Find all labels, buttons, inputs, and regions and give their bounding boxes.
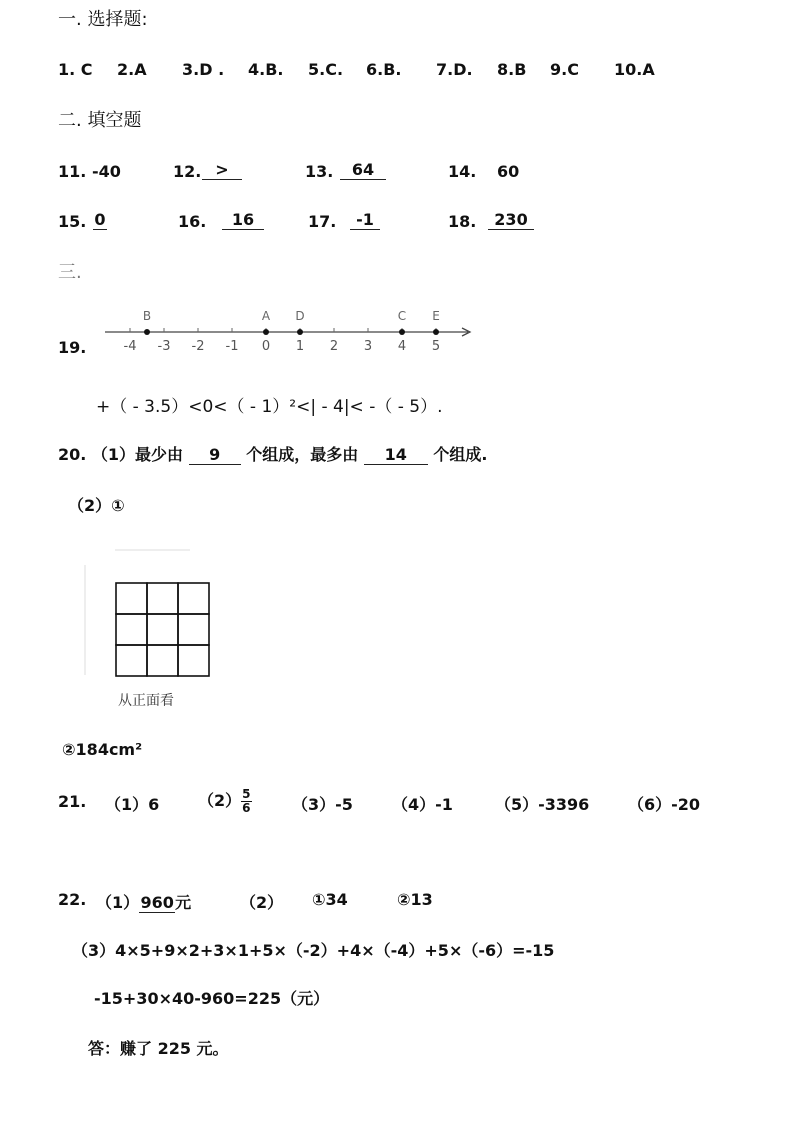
grid-cell xyxy=(116,583,147,614)
number-line-point xyxy=(144,329,150,335)
number-line-point-label: C xyxy=(397,309,407,323)
q22-part2-b: ②13 xyxy=(397,890,433,909)
grid-cell xyxy=(147,583,178,614)
grid-cell xyxy=(116,645,147,676)
grid-cell xyxy=(116,614,147,645)
mc-answer: 9.C xyxy=(550,60,579,79)
q21-part4: （4）-1 xyxy=(392,795,453,814)
grid-cell xyxy=(178,645,209,676)
mc-answer: 4.B. xyxy=(248,60,284,79)
fill-answer: > xyxy=(202,160,242,180)
fill-answer: 230 xyxy=(488,210,534,230)
fill-number: 11. xyxy=(58,162,87,181)
number-line-point xyxy=(297,329,303,335)
mc-answer: 8.B xyxy=(497,60,527,79)
number-line-point-label: B xyxy=(142,309,152,323)
number-line-tick-label: -2 xyxy=(191,339,205,354)
front-view-caption: 从正面看 xyxy=(118,693,174,709)
q19-inequality: +（ - 3.5）<0<（ - 1）²<| - 4|< -（ - 5）. xyxy=(96,397,443,417)
q21-number: 21. xyxy=(58,792,87,811)
q21-part6: （6）-20 xyxy=(628,795,701,814)
q20-line1 xyxy=(58,442,487,465)
number-line-point-label: E xyxy=(432,309,440,323)
q21-part5: （5）-3396 xyxy=(495,795,590,814)
fill-answer: -40 xyxy=(92,162,121,181)
grid-cell xyxy=(147,645,178,676)
mc-answer: 2.A xyxy=(117,60,147,79)
mc-answer: 6.B. xyxy=(366,60,402,79)
number-line-tick-label: 4 xyxy=(397,339,407,354)
q21-part2-label: （2） xyxy=(198,791,242,810)
fill-number: 18. xyxy=(448,212,477,231)
number-line-tick-label: -4 xyxy=(123,339,137,354)
section3-heading: 三. xyxy=(58,262,82,283)
q20-number: 20. xyxy=(58,445,87,464)
number-line-tick-label: 3 xyxy=(363,339,373,354)
front-view-figure xyxy=(80,545,230,685)
number-line-point-label: D xyxy=(295,309,305,323)
q22-part2-label: （2） xyxy=(240,893,284,912)
mc-answer: 10.A xyxy=(614,60,655,79)
number-line-tick-label: 1 xyxy=(295,339,305,354)
number-line-point xyxy=(433,329,439,335)
q22-part3: （3）4×5+9×2+3×1+5×（-2）+4×（-4）+5×（-6）=-15 xyxy=(72,941,555,960)
number-line-point xyxy=(399,329,405,335)
q20-text-a: （1）最少由 xyxy=(91,445,184,464)
fill-number: 12. xyxy=(173,162,202,181)
grid-cell xyxy=(147,614,178,645)
q22-part1-answer: 960 xyxy=(140,893,174,912)
number-line-tick-label: -1 xyxy=(225,339,239,354)
q20-text-c: 个组成. xyxy=(433,445,488,464)
number-line-tick-label: 5 xyxy=(431,339,441,354)
number-line-point-label: A xyxy=(261,309,271,323)
number-line-tick-label: 0 xyxy=(261,339,271,354)
section1-heading: 一. 选择题: xyxy=(58,9,148,30)
q22-part1-unit: 元 xyxy=(175,893,192,912)
section2-heading: 二. 填空题 xyxy=(58,110,142,131)
q22-part2-a: ①34 xyxy=(312,890,348,909)
q22-final-answer: 答：赚了 225 元。 xyxy=(88,1039,229,1058)
q22-number: 22. xyxy=(58,890,87,909)
fill-number: 16. xyxy=(178,212,207,231)
q21-part3: （3）-5 xyxy=(292,795,353,814)
fill-answer: 0 xyxy=(94,210,106,229)
mc-answer: 5.C. xyxy=(308,60,344,79)
q22-part1-label: （1） xyxy=(96,893,140,912)
fill-answer: 64 xyxy=(340,160,386,180)
q19-number: 19. xyxy=(58,338,87,357)
fraction-numerator: 5 xyxy=(242,787,251,801)
fill-number: 17. xyxy=(308,212,337,231)
fill-number: 15. xyxy=(58,212,87,231)
fill-number: 14. xyxy=(448,162,477,181)
mc-answer: 3.D . xyxy=(182,60,225,79)
number-line-point xyxy=(263,329,269,335)
fill-answer: 16 xyxy=(222,210,264,230)
q20-part2-label: （2）① xyxy=(68,496,125,515)
grid-cells xyxy=(116,583,209,676)
mc-answer: 7.D. xyxy=(436,60,473,79)
fill-number: 13. xyxy=(305,162,334,181)
grid-cell xyxy=(178,583,209,614)
number-line xyxy=(100,300,480,360)
fill-answer: 60 xyxy=(497,162,520,181)
fraction-denominator: 6 xyxy=(242,801,251,815)
q21-fraction xyxy=(241,788,251,815)
q21-part1: （1）6 xyxy=(105,795,160,814)
q20-part2-2: ②184cm² xyxy=(62,740,143,759)
q21-part2 xyxy=(198,788,252,815)
q22-part1 xyxy=(96,890,191,913)
q22-calculation: -15+30×40-960=225（元） xyxy=(94,989,330,1008)
grid-cell xyxy=(178,614,209,645)
q20-blank-min: 9 xyxy=(189,445,241,465)
number-line-tick-label: -3 xyxy=(157,339,171,354)
number-line-tick-label: 2 xyxy=(329,339,339,354)
fill-answer: -1 xyxy=(350,210,380,230)
mc-answer: 1. C xyxy=(58,60,93,79)
q20-blank-max: 14 xyxy=(364,445,428,465)
q20-text-b: 个组成，最多由 xyxy=(246,445,359,464)
